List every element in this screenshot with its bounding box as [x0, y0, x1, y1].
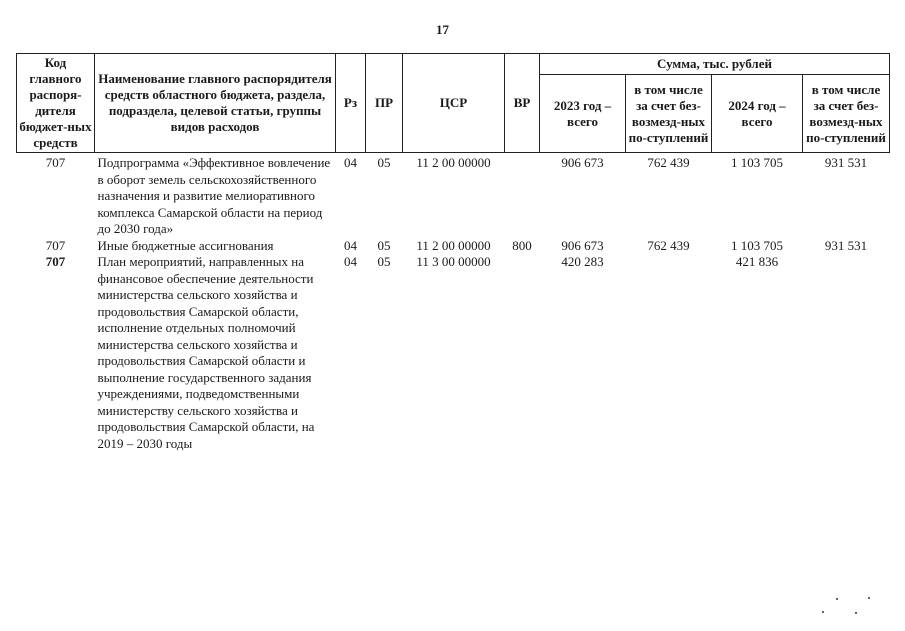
header-2023-total: 2023 год – всего — [540, 75, 626, 153]
header-vr: ВР — [505, 54, 540, 153]
cell-vr: 800 — [512, 237, 532, 253]
cell-rz: 04 — [344, 237, 357, 253]
cell-2023-total: 420 283 — [561, 254, 604, 269]
header-2024-total: 2024 год – всего — [712, 75, 803, 153]
table-header — [17, 54, 890, 153]
cell-name: План мероприятий, направленных на финансовое обеспечение деятельности министерства сельского хозяйства и продовольствия Самарской области, исполнение отдельных полномочий министерства сельского хозяйства и продовольствия Самарской области и выполнение государственного задания учреждениями, подведомственными министерству сельского хозяйства и продовольствия Самарской области, на 2019 – 2030 годы — [97, 254, 315, 451]
cell-2023-total: 906 673 — [561, 155, 604, 170]
budget-table — [16, 53, 890, 452]
header-pr: ПР — [366, 54, 403, 153]
cell-2024-free: 931 531 — [824, 237, 868, 253]
cell-rz: 04 — [344, 155, 357, 170]
header-sum-group: Сумма, тыс. рублей — [540, 54, 890, 75]
page-number: 17 — [436, 22, 449, 37]
cell-2024-free — [803, 254, 890, 452]
cell-2023-free: 762 439 — [647, 155, 690, 170]
header-csr: ЦСР — [403, 54, 505, 153]
cell-pr: 05 — [377, 237, 391, 253]
cell-code: 707 — [45, 155, 66, 170]
cell-2024-free: 931 531 — [824, 155, 868, 170]
cell-csr: 11 3 00 00000 — [416, 254, 491, 269]
cell-vr — [505, 153, 540, 238]
cell-2024-total: 1 103 705 — [731, 155, 783, 170]
cell-name: Подпрограмма «Эффективное вовлечение в оборот земель сельскохозяйственного назначения и развитие мелиоративного комплекса Самарской области на период до 2030 года» — [97, 155, 331, 236]
cell-code: 707 — [45, 254, 66, 269]
header-rz: Рз — [336, 54, 366, 153]
scan-speck — [836, 598, 838, 600]
scan-speck — [868, 597, 870, 599]
cell-code: 707 — [45, 237, 66, 253]
cell-2023-free: 762 439 — [647, 237, 690, 253]
header-2023-free: в том числе за счет без-возмезд-ных по-ступлений — [626, 75, 712, 153]
header-code: Код главного распоря-дителя бюджет-ных средств — [17, 54, 95, 153]
header-name: Наименование главного распорядителя средств областного бюджета, раздела, подраздела, целевой статьи, группы видов расходов — [95, 54, 336, 153]
cell-2024-total: 421 836 — [735, 254, 779, 269]
cell-csr: 11 2 00 00000 — [416, 155, 491, 170]
cell-pr: 05 — [377, 155, 391, 170]
table-body — [17, 153, 890, 453]
cell-2023-free — [626, 254, 712, 452]
table-row — [17, 153, 890, 238]
cell-2023-total: 906 673 — [561, 237, 604, 253]
header-2024-free: в том числе за счет без-возмезд-ных по-ступлений — [803, 75, 890, 153]
cell-2024-total: 1 103 705 — [731, 237, 783, 253]
scan-speck — [855, 612, 857, 614]
cell-csr: 11 2 00 00000 — [416, 237, 491, 253]
cell-name: Иные бюджетные ассигнования — [97, 237, 274, 253]
cell-vr — [505, 254, 540, 452]
table-row — [17, 254, 890, 452]
cell-rz: 04 — [344, 254, 357, 269]
table-row — [17, 238, 890, 255]
scan-speck — [822, 611, 824, 613]
cell-pr: 05 — [377, 254, 391, 269]
